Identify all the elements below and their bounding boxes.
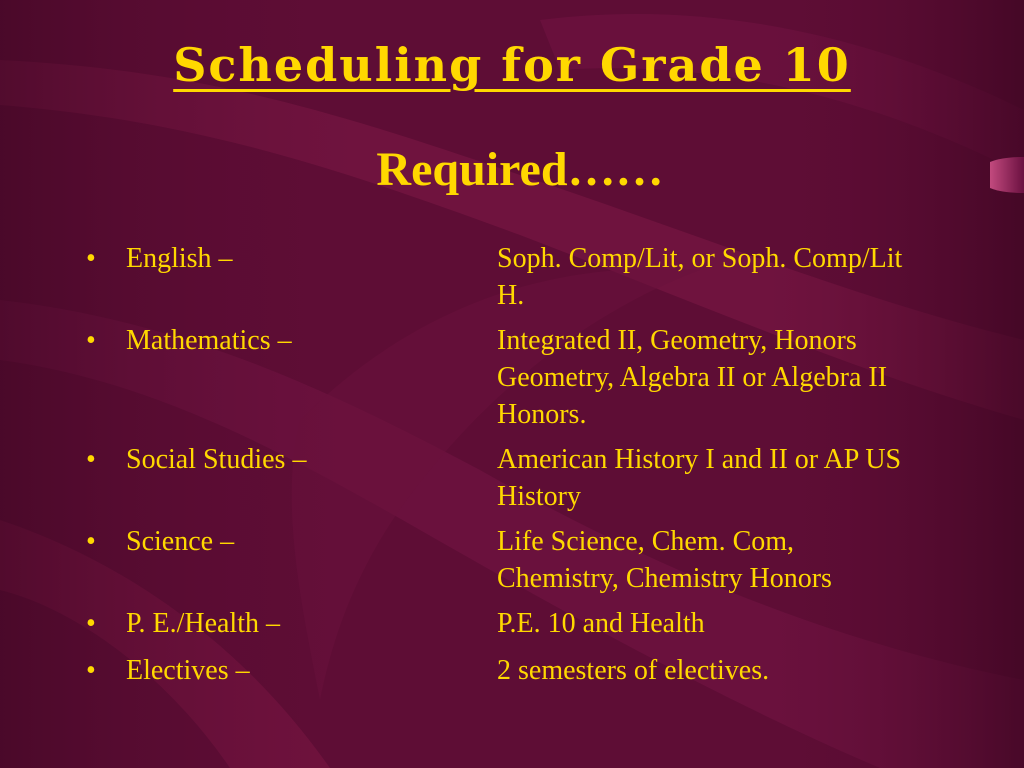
slide-subtitle: Required…… — [376, 143, 664, 196]
bullet: • — [86, 608, 96, 639]
list-item-electives — [0, 652, 1024, 689]
course-options: P.E. 10 and Health — [497, 608, 705, 639]
slide-title: Scheduling for Grade 10 — [173, 38, 851, 92]
list-item-mathematics — [0, 322, 1024, 433]
course-options: 2 semesters of electives. — [497, 655, 770, 686]
list-item-english — [0, 240, 1024, 314]
bullet: • — [86, 655, 96, 686]
list-item-social-studies — [0, 441, 1024, 515]
list-item-pe-health — [0, 605, 1024, 642]
subject-label: English – — [126, 243, 233, 274]
course-options: Integrated II, Geometry, Honors Geometry, Algebra II or Algebra II Honors. — [497, 325, 888, 430]
course-options: American History I and II or AP US History — [497, 444, 902, 512]
bullet: • — [86, 243, 96, 274]
bullet: • — [86, 325, 96, 356]
subject-label: Science – — [126, 526, 235, 557]
subject-label: Social Studies – — [126, 444, 307, 475]
bullet: • — [86, 444, 96, 475]
subject-label: Mathematics – — [126, 325, 292, 356]
list-item-science — [0, 523, 1024, 597]
requirements-list — [0, 240, 1024, 697]
course-options: Soph. Comp/Lit, or Soph. Comp/Lit H. — [497, 243, 903, 311]
subject-label: P. E./Health – — [126, 608, 280, 639]
course-options: Life Science, Chem. Com, Chemistry, Chemistry Honors — [497, 526, 832, 594]
subject-label: Electives – — [126, 655, 250, 686]
bullet: • — [86, 526, 96, 557]
